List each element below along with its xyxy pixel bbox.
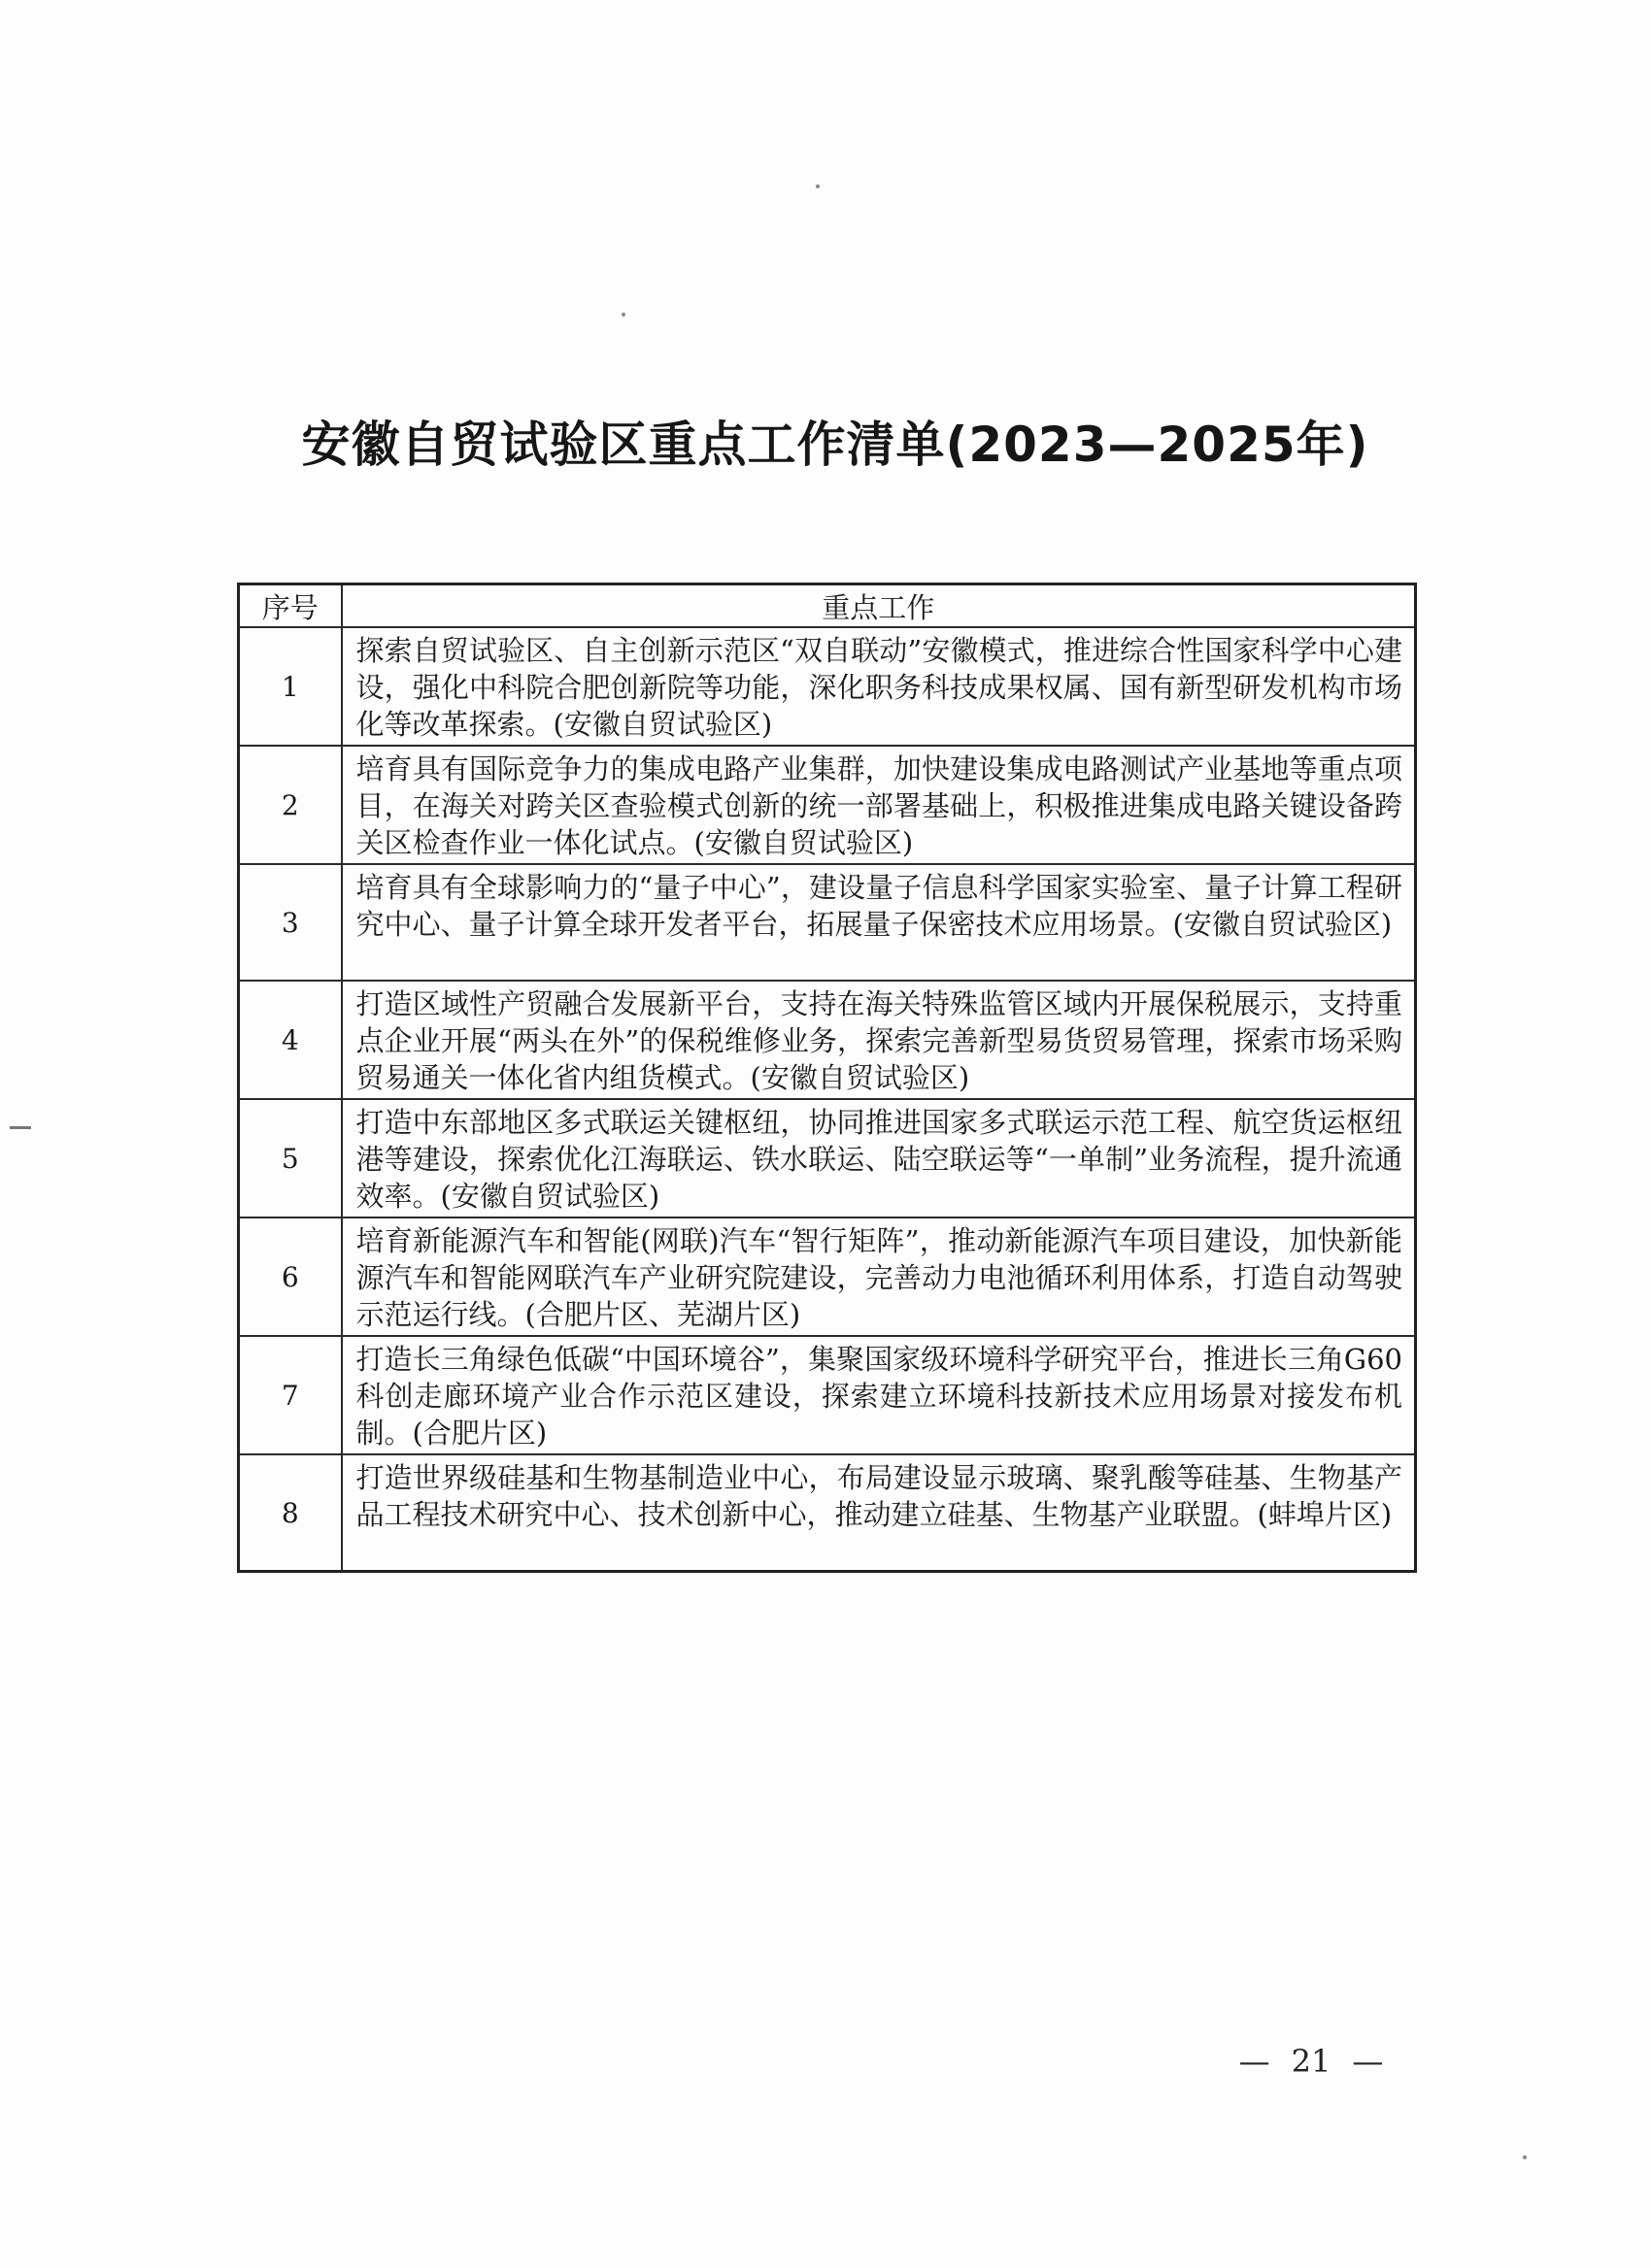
row-number: 3	[239, 864, 342, 981]
table-row	[239, 981, 1416, 1099]
row-work-text: 培育具有全球影响力的“量子中心”，建设量子信息科学国家实验室、量子计算工程研究中心、量子计算全球开发者平台，拓展量子保密技术应用场景。(安徽自贸试验区)	[342, 864, 1416, 981]
page-number-dash-left: —	[1238, 2043, 1270, 2080]
column-header-work: 重点工作	[342, 584, 1416, 628]
column-header-number: 序号	[239, 584, 342, 628]
row-work-text: 打造世界级硅基和生物基制造业中心，布局建设显示玻璃、聚乳酸等硅基、生物基产品工程技术研究中心、技术创新中心，推动建立硅基、生物基产业联盟。(蚌埠片区)	[342, 1454, 1416, 1572]
scan-speck	[816, 184, 820, 188]
row-work-text: 培育新能源汽车和智能(网联)汽车“智行矩阵”，推动新能源汽车项目建设，加快新能源汽车和智能网联汽车产业研究院建设，完善动力电池循环利用体系，打造自动驾驶示范运行线。(合肥片区、芜湖片区)	[342, 1217, 1416, 1336]
row-work-text: 打造长三角绿色低碳“中国环境谷”，集聚国家级环境科学研究平台，推进长三角G60科创走廊环境产业合作示范区建设，探索建立环境科技新技术应用场景对接发布机制。(合肥片区)	[342, 1336, 1416, 1454]
scan-edge-mark	[10, 1126, 31, 1129]
row-number: 5	[239, 1099, 342, 1217]
row-number: 2	[239, 746, 342, 864]
work-list-table	[237, 583, 1417, 1573]
document-title: 安徽自贸试验区重点工作清单(2023—2025年)	[301, 417, 1369, 473]
row-work-text: 打造中东部地区多式联运关键枢纽，协同推进国家多式联运示范工程、航空货运枢纽港等建设，探索优化江海联运、铁水联运、陆空联运等“一单制”业务流程，提升流通效率。(安徽自贸试验区)	[342, 1099, 1416, 1217]
row-number: 6	[239, 1217, 342, 1336]
page-number: 21	[1291, 2043, 1331, 2080]
row-number: 8	[239, 1454, 342, 1572]
table-row	[239, 1454, 1416, 1572]
page-number-dash-right: —	[1352, 2043, 1384, 2080]
table-row	[239, 1217, 1416, 1336]
row-number: 4	[239, 981, 342, 1099]
row-work-text: 探索自贸试验区、自主创新示范区“双自联动”安徽模式，推进综合性国家科学中心建设，强化中科院合肥创新院等功能，深化职务科技成果权属、国有新型研发机构市场化等改革探索。(安徽自贸试验区)	[342, 627, 1416, 746]
row-number: 1	[239, 627, 342, 746]
scan-speck	[622, 313, 625, 317]
table-row	[239, 1099, 1416, 1217]
table-row	[239, 627, 1416, 746]
row-number: 7	[239, 1336, 342, 1454]
table-row	[239, 746, 1416, 864]
row-work-text: 培育具有国际竞争力的集成电路产业集群，加快建设集成电路测试产业基地等重点项目，在海关对跨关区查验模式创新的统一部署基础上，积极推进集成电路关键设备跨关区检查作业一体化试点。(安徽自贸试验区)	[342, 746, 1416, 864]
page-number-footer	[1214, 2043, 1408, 2080]
table-row	[239, 864, 1416, 981]
row-work-text: 打造区域性产贸融合发展新平台，支持在海关特殊监管区域内开展保税展示，支持重点企业开展“两头在外”的保税维修业务，探索完善新型易货贸易管理，探索市场采购贸易通关一体化省内组货模式。(安徽自贸试验区)	[342, 981, 1416, 1099]
table-row	[239, 1336, 1416, 1454]
table-header-row	[239, 584, 1416, 628]
scan-speck	[1523, 2155, 1527, 2159]
